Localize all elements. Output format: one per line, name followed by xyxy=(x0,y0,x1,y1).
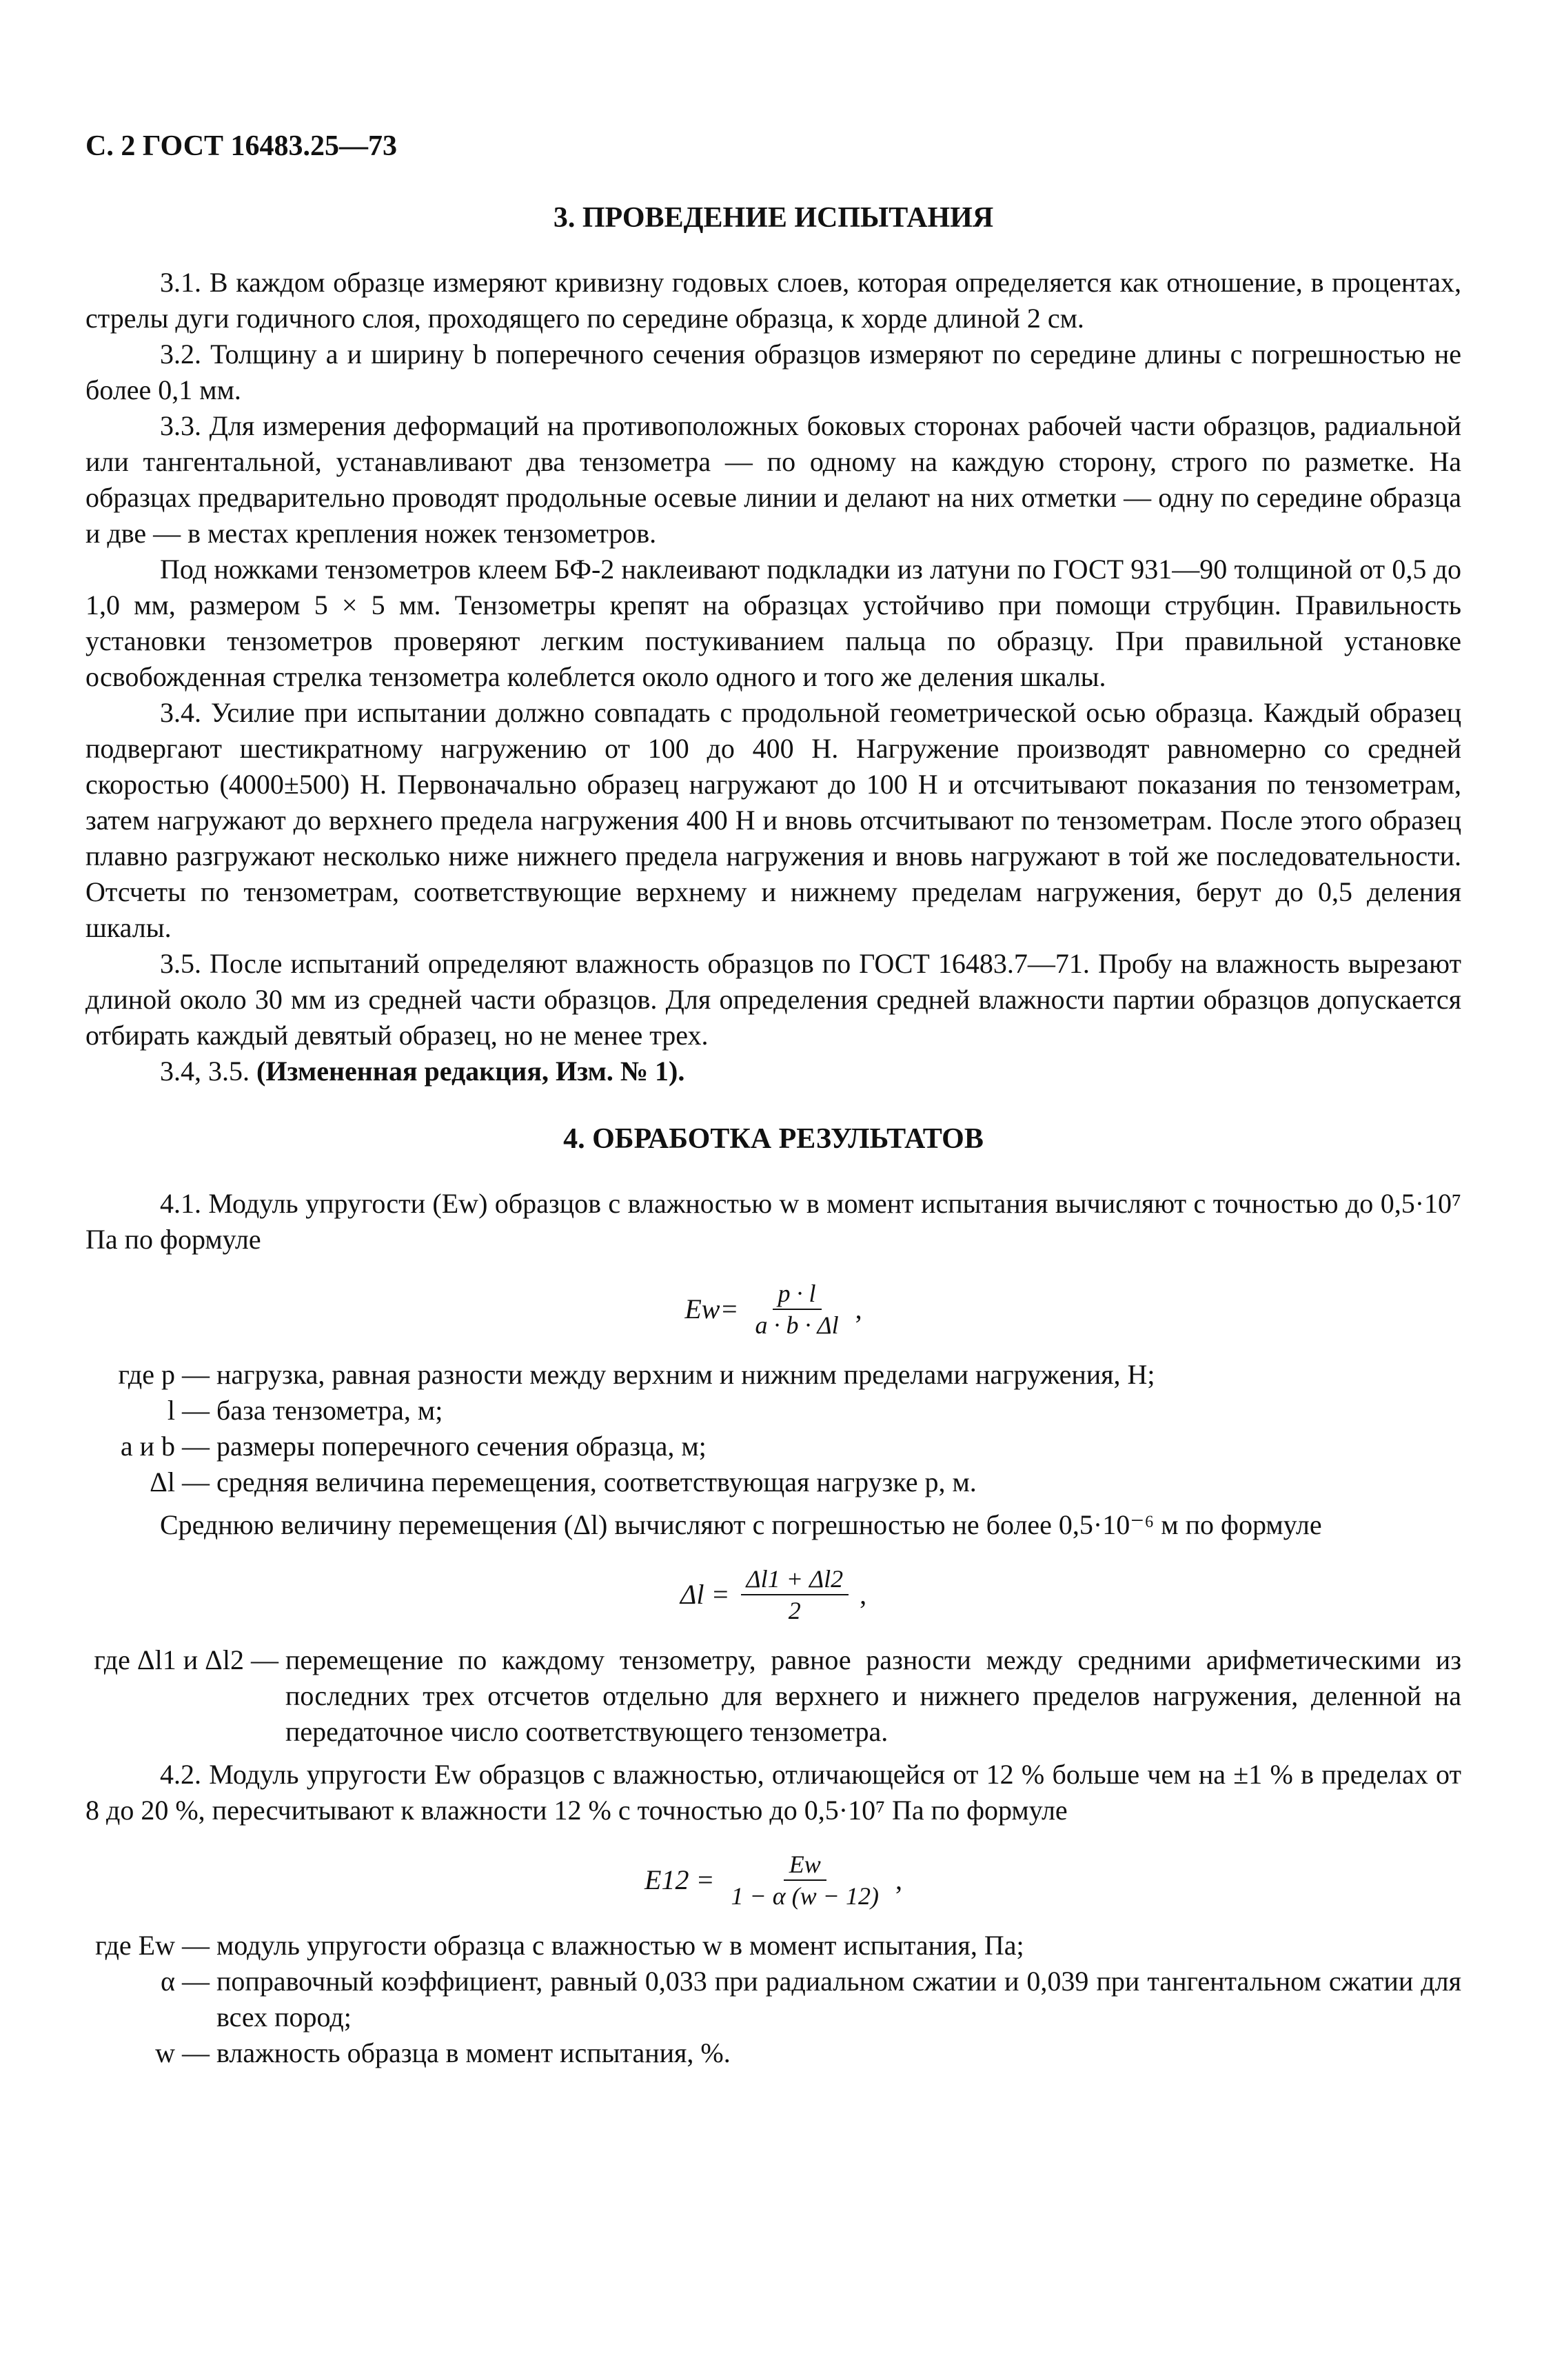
definition-term: l — xyxy=(167,1395,210,1426)
definition-term: w — xyxy=(155,2037,210,2068)
definition-text: влажность образца в момент испытания, %. xyxy=(216,2037,731,2068)
definition-text: база тензометра, м; xyxy=(216,1395,443,1426)
definition-term: α — xyxy=(161,1966,210,1997)
definition-row xyxy=(85,2035,1461,2071)
definition-row xyxy=(85,1642,1461,1750)
page-header: С. 2 ГОСТ 16483.25—73 xyxy=(85,130,398,162)
formula-3-lhs: E12 = xyxy=(644,1864,715,1895)
formula-2-numerator: Δl1 + Δl2 xyxy=(741,1564,849,1595)
formula-3-definitions xyxy=(85,1928,1461,2071)
formula-2-tail: , xyxy=(860,1579,867,1610)
formula-3-fraction xyxy=(725,1849,884,1911)
definition-text: поправочный коэффициент, равный 0,033 при радиальном сжатии и 0,039 при тангентальном сжатии для всех пород; xyxy=(216,1966,1461,2033)
formula-2-fraction xyxy=(741,1564,849,1626)
formula-2-denominator: 2 xyxy=(788,1597,801,1624)
amendment-prefix: 3.4, 3.5. xyxy=(160,1056,256,1087)
definition-row xyxy=(85,1429,1461,1464)
formula-1-lhs: Ew= xyxy=(684,1293,739,1324)
formula-3-numerator: Ew xyxy=(784,1849,826,1881)
formula-1-tail: , xyxy=(855,1293,862,1324)
definition-term: где p — xyxy=(118,1359,210,1390)
formula-elastic-modulus xyxy=(85,1278,1461,1340)
paragraph-3-1: 3.1. В каждом образце измеряют кривизну годовых слоев, которая определяется как отношение, в процентах, стрелы дуги годичного слоя, проходящего по середине образца, к хорде длиной 2 см. xyxy=(85,267,1461,334)
amendment-text: (Измененная редакция, Изм. № 1). xyxy=(256,1056,685,1087)
formula-1-definitions xyxy=(85,1357,1461,1500)
paragraph-3-3: 3.3. Для измерения деформаций на противоположных боковых сторонах рабочей части образцов, радиальной или тангентальной, устанавливают два тензометра — по одному на каждую сторону, строго по разметке. На образцах предварительно проводят продольные осевые линии и делают на них отметки — одну по середине образца и две — в местах крепления ножек тензометров. xyxy=(85,410,1461,549)
definition-text: нагрузка, равная разности между верхним и нижним пределами нагружения, Н; xyxy=(216,1359,1155,1390)
page-content xyxy=(85,128,1461,2078)
amendment-note xyxy=(85,1053,1461,1089)
formula-modulus-12-percent xyxy=(85,1849,1461,1911)
formula-1-numerator: p · l xyxy=(773,1278,822,1310)
definition-term: где Δl1 и Δl2 — xyxy=(94,1644,278,1675)
paragraph-3-4: 3.4. Усилие при испытании должно совпадать с продольной геометрической осью образца. Каждый образец подвергают шестикратному нагружению от 100 до 400 Н. Нагружение производят равномерно со средней скоростью (4000±500) Н. Первоначально образец нагружают до 100 Н и отсчитывают показания по тензометрам, затем нагружают до верхнего предела нагружения 400 Н и вновь отсчитывают по тензометрам. После этого образец плавно разгружают несколько ниже нижнего предела нагружения и вновь нагружают в той же последовательности. Отсчеты по тензометрам, соответствующие верхнему и нижнему пределам нагружения, берут до 0,5 деления шкалы. xyxy=(85,697,1461,943)
definition-row xyxy=(85,1464,1461,1500)
definition-text: средняя величина перемещения, соответствующая нагрузке p, м. xyxy=(216,1466,977,1497)
definition-text: модуль упругости образца с влажностью w в момент испытания, Па; xyxy=(216,1930,1024,1961)
formula-2-lhs: Δl = xyxy=(680,1579,730,1610)
formula-mean-displacement xyxy=(85,1564,1461,1626)
definition-row xyxy=(85,1928,1461,1964)
paragraph-4-1: 4.1. Модуль упругости (Ew) образцов с влажностью w в момент испытания вычисляют с точностью до 0,5·10⁷ Па по формуле xyxy=(85,1188,1461,1255)
definition-row xyxy=(85,1357,1461,1393)
definition-text: размеры поперечного сечения образца, м; xyxy=(216,1431,707,1462)
formula-3-tail: , xyxy=(895,1864,902,1895)
definition-term: Δl — xyxy=(150,1466,210,1497)
paragraph-3-3-continued: Под ножками тензометров клеем БФ-2 наклеивают подкладки из латуни по ГОСТ 931—90 толщиной от 0,5 до 1,0 мм, размером 5 × 5 мм. Тензометры крепят на образцах устойчиво при помощи струбцин. Правильность установки тензометров проверяют легким постукиванием пальца по образцу. При правильной установке освобожденная стрелка тензометра колеблется около одного и того же деления шкалы. xyxy=(85,554,1461,692)
paragraph-4-2: 4.2. Модуль упругости Ew образцов с влажностью, отличающейся от 12 % больше чем на ±1 % в пределах от 8 до 20 %, пересчитывают к влажности 12 % с точностью до 0,5·10⁷ Па по формуле xyxy=(85,1759,1461,1826)
formula-1-fraction xyxy=(749,1278,844,1340)
section-3-title: 3. ПРОВЕДЕНИЕ ИСПЫТАНИЯ xyxy=(553,202,994,234)
paragraph-4-1-displacement: Среднюю величину перемещения (Δl) вычисляют с погрешностью не более 0,5·10⁻⁶ м по формуле xyxy=(160,1509,1322,1540)
formula-2-definitions xyxy=(85,1642,1461,1750)
definition-term: где Ew — xyxy=(95,1930,210,1961)
definition-row xyxy=(85,1964,1461,2035)
formula-3-denominator: 1 − α (w − 12) xyxy=(731,1882,879,1910)
definition-term: a и b — xyxy=(120,1431,210,1462)
paragraph-3-2: 3.2. Толщину a и ширину b поперечного сечения образцов измеряют по середине длины с погрешностью не более 0,1 мм. xyxy=(85,339,1461,405)
section-4-title: 4. ОБРАБОТКА РЕЗУЛЬТАТОВ xyxy=(563,1123,984,1155)
paragraph-3-5: 3.5. После испытаний определяют влажность образцов по ГОСТ 16483.7—71. Пробу на влажность вырезают длиной около 30 мм из средней части образцов. Для определения средней влажности партии образцов допускается отбирать каждый девятый образец, но не менее трех. xyxy=(85,948,1461,1051)
definition-text: перемещение по каждому тензометру, равное разности между средними арифметическими из последних трех отсчетов отдельно для верхнего и нижнего пределов нагружения, деленной на передаточное число соответствующего тензометра. xyxy=(285,1644,1461,1747)
definition-row xyxy=(85,1393,1461,1429)
formula-1-denominator: a · b · Δl xyxy=(755,1311,839,1339)
